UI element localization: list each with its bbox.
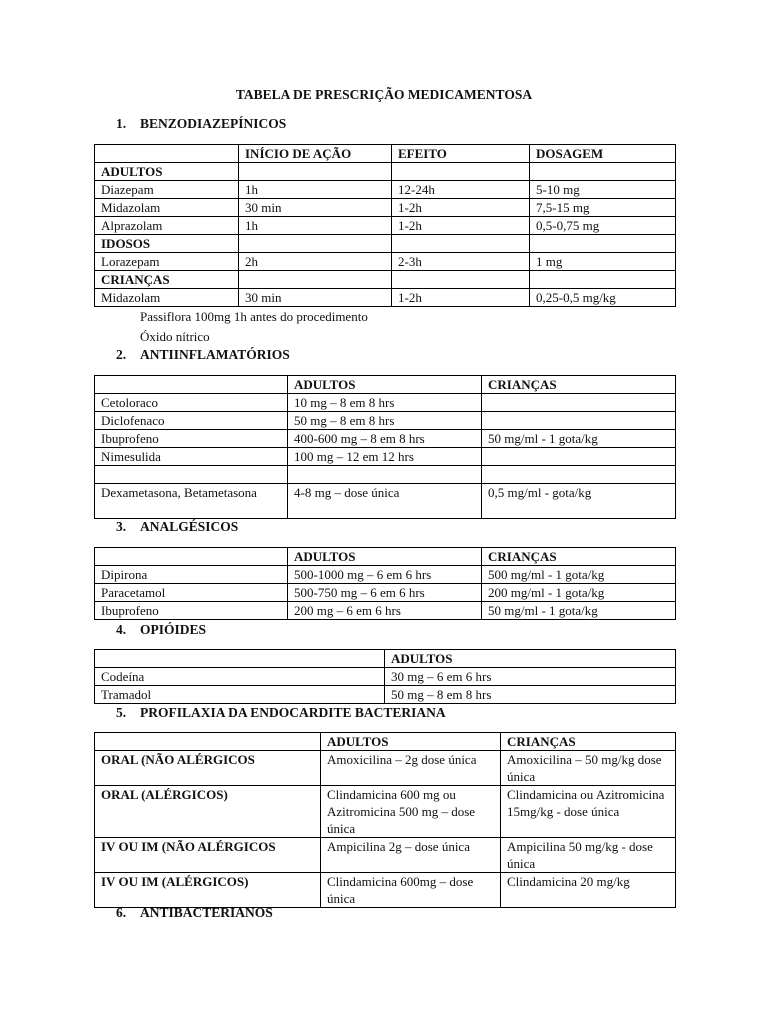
group-label-cell: CRIANÇAS	[95, 271, 239, 289]
table-cell: 2h	[239, 253, 392, 271]
table-row	[95, 838, 676, 873]
antiinflamatorios-table	[94, 375, 676, 519]
table-header-row	[95, 145, 676, 163]
table-header-row	[95, 376, 676, 394]
table-cell: 30 min	[239, 199, 392, 217]
table-cell	[530, 235, 676, 253]
table-row	[95, 394, 676, 412]
table-cell	[392, 163, 530, 181]
table-cell: Diazepam	[95, 181, 239, 199]
table-cell: 10 mg – 8 em 8 hrs	[288, 394, 482, 412]
table-header-cell	[95, 650, 385, 668]
section-heading-antiinflamatorios	[116, 347, 290, 363]
table-header-row	[95, 548, 676, 566]
section-number: 4.	[116, 622, 127, 637]
section-heading-benzodiazepinicos	[116, 116, 286, 132]
table-cell: Midazolam	[95, 199, 239, 217]
table-row	[95, 199, 676, 217]
section-title: ANALGÉSICOS	[140, 519, 239, 534]
table-cell: Diclofenaco	[95, 412, 288, 430]
table-cell	[530, 163, 676, 181]
table-header-cell: EFEITO	[392, 145, 530, 163]
table-header-cell: INÍCIO DE AÇÃO	[239, 145, 392, 163]
table-row	[95, 235, 676, 253]
section-heading-opioides	[116, 622, 206, 638]
table-cell: 1-2h	[392, 289, 530, 307]
profilaxia-table	[94, 732, 676, 908]
table-cell: 0,5 mg/ml - gota/kg	[482, 484, 676, 519]
table-cell	[239, 235, 392, 253]
table-cell: 7,5-15 mg	[530, 199, 676, 217]
table-cell: 0,5-0,75 mg	[530, 217, 676, 235]
table-cell: Tramadol	[95, 686, 385, 704]
table-row	[95, 873, 676, 908]
table-header-cell	[95, 548, 288, 566]
section-number: 1.	[116, 116, 127, 131]
section-heading-profilaxia	[116, 705, 446, 721]
route-label-cell: ORAL (ALÉRGICOS)	[95, 786, 321, 838]
table-cell	[482, 412, 676, 430]
section-title: OPIÓIDES	[140, 622, 207, 637]
group-label-cell: ADULTOS	[95, 163, 239, 181]
section-number: 2.	[116, 347, 127, 362]
table-cell	[95, 466, 288, 484]
table-row	[95, 412, 676, 430]
table-cell: Midazolam	[95, 289, 239, 307]
note-line: Óxido nítrico	[140, 329, 210, 344]
benzodiazepinicos-table	[94, 144, 676, 307]
section-title: PROFILAXIA DA ENDOCARDITE BACTERIANA	[140, 705, 446, 720]
table-cell: 4-8 mg – dose única	[288, 484, 482, 519]
table-cell: 2-3h	[392, 253, 530, 271]
table-cell: Dipirona	[95, 566, 288, 584]
table-cell: 1h	[239, 217, 392, 235]
table-cell: 1 mg	[530, 253, 676, 271]
route-label-cell: ORAL (NÃO ALÉRGICOS	[95, 751, 321, 786]
table-cell: Clindamicina 600 mg ou Azitromicina 500 mg – dose única	[321, 786, 501, 838]
section-number: 3.	[116, 519, 127, 534]
table-row	[95, 584, 676, 602]
table-cell: 200 mg – 6 em 6 hrs	[288, 602, 482, 620]
table-cell	[392, 235, 530, 253]
table-cell: Amoxicilina – 2g dose única	[321, 751, 501, 786]
table-cell: Ibuprofeno	[95, 602, 288, 620]
table-header-row	[95, 650, 676, 668]
table-cell	[288, 466, 482, 484]
table-cell	[482, 448, 676, 466]
table-row	[95, 566, 676, 584]
route-label-cell: IV OU IM (ALÉRGICOS)	[95, 873, 321, 908]
table-cell: Nimesulida	[95, 448, 288, 466]
table-cell: Ibuprofeno	[95, 430, 288, 448]
table-cell: Ampicilina 50 mg/kg - dose única	[501, 838, 676, 873]
table-cell: Clindamicina 600mg – dose única	[321, 873, 501, 908]
table-header-cell: DOSAGEM	[530, 145, 676, 163]
table-cell: Amoxicilina – 50 mg/kg dose única	[501, 751, 676, 786]
table-row	[95, 253, 676, 271]
table-cell: 30 min	[239, 289, 392, 307]
table-row	[95, 271, 676, 289]
table-header-cell: ADULTOS	[288, 376, 482, 394]
table-cell	[239, 271, 392, 289]
section-title: ANTIINFLAMATÓRIOS	[140, 347, 290, 362]
table-cell: 200 mg/ml - 1 gota/kg	[482, 584, 676, 602]
analgesicos-table	[94, 547, 676, 620]
table-cell: 500-750 mg – 6 em 6 hrs	[288, 584, 482, 602]
route-label-cell: IV OU IM (NÃO ALÉRGICOS	[95, 838, 321, 873]
table-cell: Paracetamol	[95, 584, 288, 602]
table-header-cell: ADULTOS	[321, 733, 501, 751]
table-cell: 12-24h	[392, 181, 530, 199]
table-row	[95, 751, 676, 786]
table-header-cell	[95, 376, 288, 394]
table-cell: 50 mg – 8 em 8 hrs	[288, 412, 482, 430]
table-cell: 5-10 mg	[530, 181, 676, 199]
table-row	[95, 448, 676, 466]
table-cell: 500-1000 mg – 6 em 6 hrs	[288, 566, 482, 584]
section-heading-antibacterianos	[116, 905, 273, 921]
table-cell: 1-2h	[392, 199, 530, 217]
opioides-table	[94, 649, 676, 704]
table-row	[95, 668, 676, 686]
table-header-cell: ADULTOS	[385, 650, 676, 668]
table-header-cell	[95, 145, 239, 163]
table-row	[95, 786, 676, 838]
table-header-cell: CRIANÇAS	[482, 376, 676, 394]
group-label-cell: IDOSOS	[95, 235, 239, 253]
table-row	[95, 289, 676, 307]
table-cell: Clindamicina 20 mg/kg	[501, 873, 676, 908]
table-cell: Cetoloraco	[95, 394, 288, 412]
section-number: 6.	[116, 905, 127, 920]
table-cell	[482, 466, 676, 484]
table-cell: 30 mg – 6 em 6 hrs	[385, 668, 676, 686]
table-cell	[392, 271, 530, 289]
table-cell: 50 mg/ml - 1 gota/kg	[482, 430, 676, 448]
table-cell: Alprazolam	[95, 217, 239, 235]
section-title: BENZODIAZEPÍNICOS	[140, 116, 287, 131]
table-cell	[239, 163, 392, 181]
table-header-cell: ADULTOS	[288, 548, 482, 566]
table-cell: 50 mg – 8 em 8 hrs	[385, 686, 676, 704]
table-cell: 1h	[239, 181, 392, 199]
table-header-cell	[95, 733, 321, 751]
table-header-cell: CRIANÇAS	[482, 548, 676, 566]
table-row	[95, 686, 676, 704]
table-cell: Ampicilina 2g – dose única	[321, 838, 501, 873]
table-cell: 400-600 mg – 8 em 8 hrs	[288, 430, 482, 448]
table-cell: 0,25-0,5 mg/kg	[530, 289, 676, 307]
table-cell: 100 mg – 12 em 12 hrs	[288, 448, 482, 466]
table-row	[95, 163, 676, 181]
note-line: Passiflora 100mg 1h antes do procedimento	[140, 309, 368, 324]
table-header-row	[95, 733, 676, 751]
table-cell: 50 mg/ml - 1 gota/kg	[482, 602, 676, 620]
table-cell: Lorazepam	[95, 253, 239, 271]
table-row	[95, 217, 676, 235]
table-cell: Clindamicina ou Azitromicina 15mg/kg - dose única	[501, 786, 676, 838]
table-cell: Codeína	[95, 668, 385, 686]
table-cell	[530, 271, 676, 289]
page-title: TABELA DE PRESCRIÇÃO MEDICAMENTOSA	[235, 87, 533, 102]
table-row	[95, 430, 676, 448]
section-title: ANTIBACTERIANOS	[140, 905, 273, 920]
table-cell: Dexametasona, Betametasona	[95, 484, 288, 519]
table-row	[95, 484, 676, 519]
table-row	[95, 466, 676, 484]
table-cell: 1-2h	[392, 217, 530, 235]
table-cell: 500 mg/ml - 1 gota/kg	[482, 566, 676, 584]
table-row	[95, 602, 676, 620]
table-cell	[482, 394, 676, 412]
section-heading-analgesicos	[116, 519, 238, 535]
table-header-cell: CRIANÇAS	[501, 733, 676, 751]
section-number: 5.	[116, 705, 127, 720]
table-row	[95, 181, 676, 199]
